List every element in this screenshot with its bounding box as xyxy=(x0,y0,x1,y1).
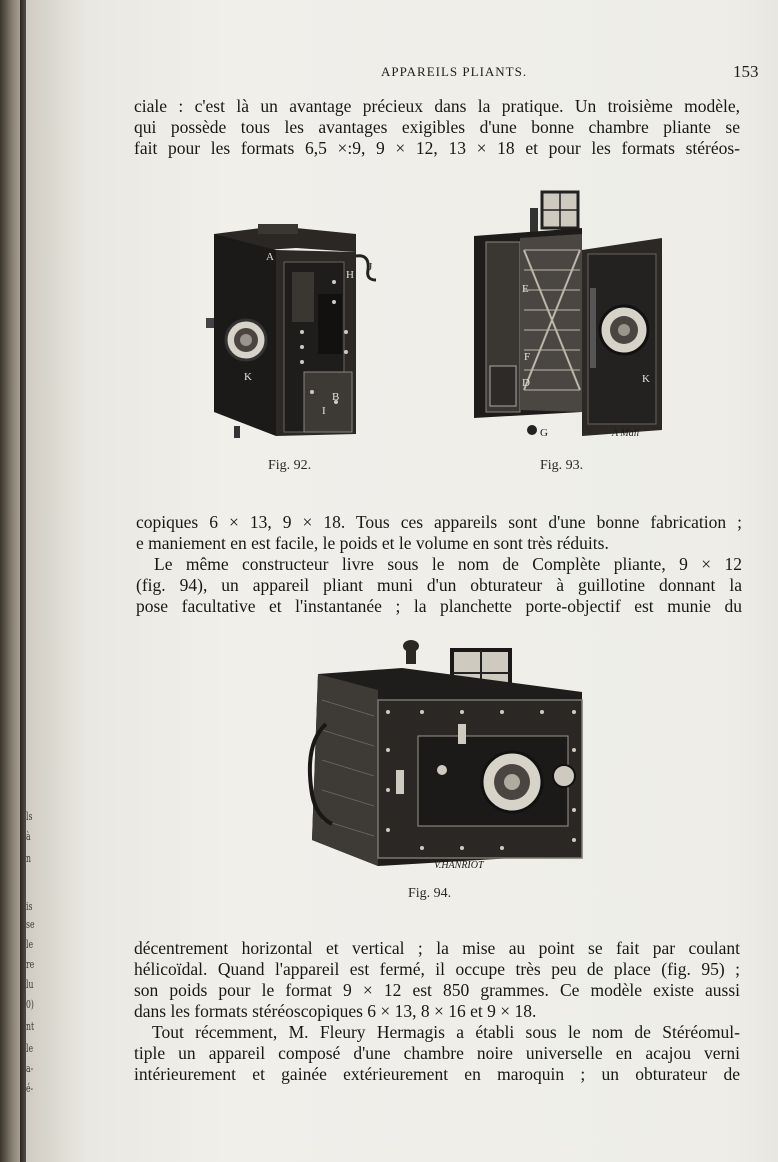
engraver-signature: A Mali xyxy=(612,428,640,439)
paragraph-3 xyxy=(136,554,742,617)
text-line: Tout récemment, M. Fleury Hermagis a établi sous le nom de Stéréomul- xyxy=(152,1022,740,1042)
text-line: dans les formats stéréoscopiques 6 × 13, 8 × 16 et 9 × 18. xyxy=(134,1001,537,1021)
paragraph-2 xyxy=(136,512,742,554)
figure-94-caption: Fig. 94. xyxy=(408,886,452,901)
margin-fragment: lu xyxy=(26,978,34,991)
text-line: tiple un appareil composé d'une chambre noire universelle en acajou verni xyxy=(134,1043,740,1063)
text-line: décentrement horizontal et vertical ; la mise au point se fait par coulant xyxy=(134,938,740,958)
margin-fragment: ls xyxy=(26,810,33,823)
margin-fragment: re xyxy=(26,958,35,971)
figure-label: E xyxy=(522,283,529,295)
figure-label: I xyxy=(322,405,326,417)
text-line: qui possède tous les avantages exigibles d'une bonne chambre pliante se xyxy=(134,117,740,137)
paragraph-4 xyxy=(134,938,740,1022)
text-line: son poids pour le format 9 × 12 est 850 grammes. Ce modèle existe aussi xyxy=(134,980,740,1000)
figure-92-camera-illustration xyxy=(206,222,376,440)
figure-label: H xyxy=(346,269,354,281)
page-number: 153 xyxy=(733,62,759,81)
figure-label: B xyxy=(332,391,340,403)
margin-fragment: se xyxy=(26,918,35,931)
text-line: pose facultative et l'instantanée ; la planchette porte-objectif est munie du xyxy=(136,596,742,616)
margin-fragment: n xyxy=(26,852,31,865)
text-line: hélicoïdal. Quand l'appareil est fermé, il occupe très peu de place (fig. 95) ; xyxy=(134,959,740,979)
margin-fragment: is xyxy=(26,900,33,913)
figure-label: K xyxy=(244,371,252,383)
figure-label: J xyxy=(368,261,373,273)
margin-fragment: a- xyxy=(26,1062,34,1075)
margin-fragment: nt xyxy=(26,1020,35,1033)
running-head: APPAREILS PLIANTS. xyxy=(381,64,528,79)
figure-94-camera-illustration xyxy=(282,640,594,872)
margin-fragment: é- xyxy=(26,1082,34,1095)
figure-label: K xyxy=(642,373,650,385)
text-line: fait pour les formats 6,5 ×:9, 9 × 12, 13 × 18 et pour les formats stéréos- xyxy=(134,138,740,158)
text-line: intérieurement et gainée extérieurement en maroquin ; un obturateur de xyxy=(134,1064,740,1084)
figure-label: A xyxy=(266,251,274,263)
margin-fragment: à xyxy=(26,830,31,843)
text-line: Le même constructeur livre sous le nom de Complète pliante, 9 × 12 xyxy=(154,554,742,574)
figure-93-caption: Fig. 93. xyxy=(540,458,584,473)
paragraph-5 xyxy=(134,1022,740,1085)
text-line: copiques 6 × 13, 9 × 18. Tous ces appareils sont d'une bonne fabrication ; xyxy=(136,512,742,532)
figure-93-camera-illustration xyxy=(472,190,668,442)
figure-92-caption: Fig. 92. xyxy=(268,458,312,473)
margin-fragment: le xyxy=(26,1042,34,1055)
text-line: ciale : c'est là un avantage précieux dans la pratique. Un troisième modèle, xyxy=(134,96,740,116)
paragraph-1 xyxy=(134,96,740,159)
figure-label: D xyxy=(522,377,530,389)
margin-fragment: 0) xyxy=(26,998,34,1011)
figure-label: F xyxy=(524,351,531,363)
figure-label: G xyxy=(540,427,548,439)
book-page xyxy=(26,0,778,1162)
text-line: (fig. 94), un appareil pliant muni d'un obturateur à guillotine donnant la xyxy=(136,575,742,595)
margin-fragment: le xyxy=(26,938,34,951)
engraver-signature: V.HANRIOT xyxy=(434,860,484,871)
text-line: e maniement en est facile, le poids et le volume en sont très réduits. xyxy=(136,533,609,553)
